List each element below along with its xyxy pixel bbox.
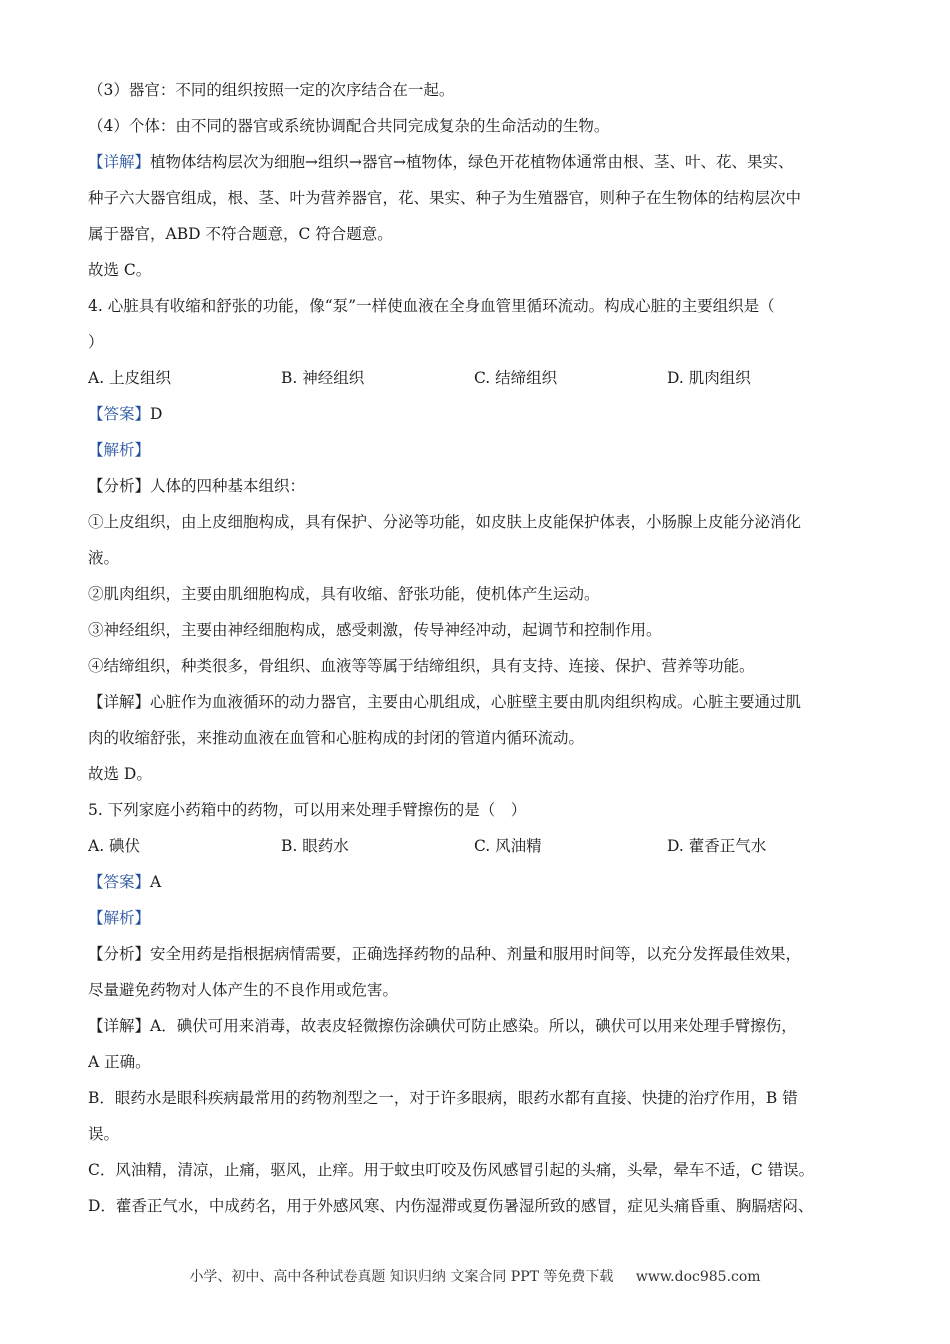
question-4-stem: 4. 心脏具有收缩和舒张的功能，像“泵”一样使血液在全身血管里循环流动。构成心脏的主要组织是（: [88, 297, 775, 315]
text-line: 属于器官，ABD 不符合题意，C 符合题意。: [88, 225, 393, 243]
option-a: A. 上皮组织: [88, 369, 172, 387]
conclusion-line: 故选 D。: [88, 765, 152, 783]
text-line: 误。: [88, 1125, 120, 1143]
answer-line: [88, 396, 860, 432]
option-c: C. 风油精: [474, 837, 542, 855]
text-line: D．藿香正气水，中成药名，用于外感风寒、内伤湿滞或夏伤暑湿所致的感冒，症见头痛昏重、胸膈痞闷、: [88, 1197, 814, 1215]
option-a: A. 碘伏: [88, 837, 141, 855]
text-line: （4）个体：由不同的器官或系统协调配合共同完成复杂的生命活动的生物。: [88, 117, 610, 135]
answer-value: D: [150, 405, 163, 423]
answer-tag: 【答案】: [88, 405, 151, 423]
page-content: [88, 72, 860, 1224]
analysis-head-line: [88, 936, 860, 972]
question-4-options: [88, 360, 860, 396]
text-line: 肉的收缩舒张，来推动血液在血管和心脏构成的封闭的管道内循环流动。: [88, 729, 585, 747]
point-3: ③神经组织，主要由神经细胞构成，感受刺激，传导神经冲动，起调节和控制作用。: [88, 621, 662, 639]
text-line: C．风油精，清凉，止痛，驱风，止痒。用于蚊虫叮咬及伤风感冒引起的头痛，头晕，晕车不适，C 错误。: [88, 1161, 815, 1179]
page-footer: [0, 1266, 950, 1286]
answer-line: [88, 864, 860, 900]
point-1: ①上皮组织，由上皮细胞构成，具有保护、分泌等功能，如皮肤上皮能保护体表，小肠腺上皮能分泌消化: [88, 513, 802, 531]
point-1-cont: 液。: [88, 549, 120, 567]
question-5-options: [88, 828, 860, 864]
text-line: B．眼药水是眼科疾病最常用的药物剂型之一，对于许多眼病，眼药水都有直接、快捷的治疗作用，B 错: [88, 1089, 798, 1107]
detail-line: [88, 684, 860, 720]
analysis-head-tag: 【分析】: [88, 945, 151, 963]
analysis-tag: 【解析】: [88, 441, 151, 459]
option-b: B. 眼药水: [281, 837, 349, 855]
point-2: ②肌肉组织，主要由肌细胞构成，具有收缩、舒张功能，使机体产生运动。: [88, 585, 600, 603]
option-c: C. 结缔组织: [474, 369, 558, 387]
detail-text: 心脏作为血液循环的动力器官，主要由心肌组成，心脏壁主要由肌肉组织构成。心脏主要通过肌: [150, 693, 802, 711]
analysis-line: [88, 432, 860, 468]
analysis-head-tag: 【分析】: [88, 477, 151, 495]
conclusion-line: 故选 C。: [88, 261, 152, 279]
detail-text: A．碘伏可用来消毒，故表皮轻微擦伤涂碘伏可防止感染。所以，碘伏可以用来处理手臂擦伤，: [150, 1017, 797, 1035]
footer-text: 小学、初中、高中各种试卷真题 知识归纳 文案合同 PPT 等免费下载: [189, 1269, 614, 1285]
analysis-head-text: 人体的四种基本组织：: [150, 477, 306, 495]
text-line: 尽量避免药物对人体产生的不良作用或危害。: [88, 981, 399, 999]
text-line: A 正确。: [88, 1053, 151, 1071]
detail-tag: 【详解】: [88, 153, 151, 171]
answer-tag: 【答案】: [88, 873, 151, 891]
footer-url[interactable]: www.doc985.com: [635, 1269, 761, 1285]
analysis-text: 安全用药是指根据病情需要，正确选择药物的品种、剂量和服用时间等，以充分发挥最佳效果，: [150, 945, 802, 963]
question-5-stem: 5. 下列家庭小药箱中的药物，可以用来处理手臂擦伤的是（ ）: [88, 801, 527, 819]
analysis-tag: 【解析】: [88, 909, 151, 927]
question-4-stem-end: ）: [88, 333, 104, 351]
point-4: ④结缔组织，种类很多，骨组织、血液等等属于结缔组织，具有支持、连接、保护、营养等功能。: [88, 657, 755, 675]
analysis-head-line: [88, 468, 860, 504]
detail-line: [88, 144, 860, 180]
detail-tag: 【详解】: [88, 1017, 151, 1035]
analysis-line: [88, 900, 860, 936]
detail-line: [88, 1008, 860, 1044]
text-line: 种子六大器官组成，根、茎、叶为营养器官，花、果实、种子为生殖器官，则种子在生物体的结构层次中: [88, 189, 802, 207]
option-b: B. 神经组织: [281, 369, 365, 387]
option-d: D. 肌肉组织: [667, 369, 751, 387]
option-d: D. 藿香正气水: [667, 837, 767, 855]
text-line: （3）器官：不同的组织按照一定的次序结合在一起。: [88, 81, 455, 99]
answer-value: A: [150, 873, 162, 891]
detail-tag: 【详解】: [88, 693, 151, 711]
detail-text: 植物体结构层次为细胞→组织→器官→植物体，绿色开花植物体通常由根、茎、叶、花、果实、: [150, 153, 794, 171]
